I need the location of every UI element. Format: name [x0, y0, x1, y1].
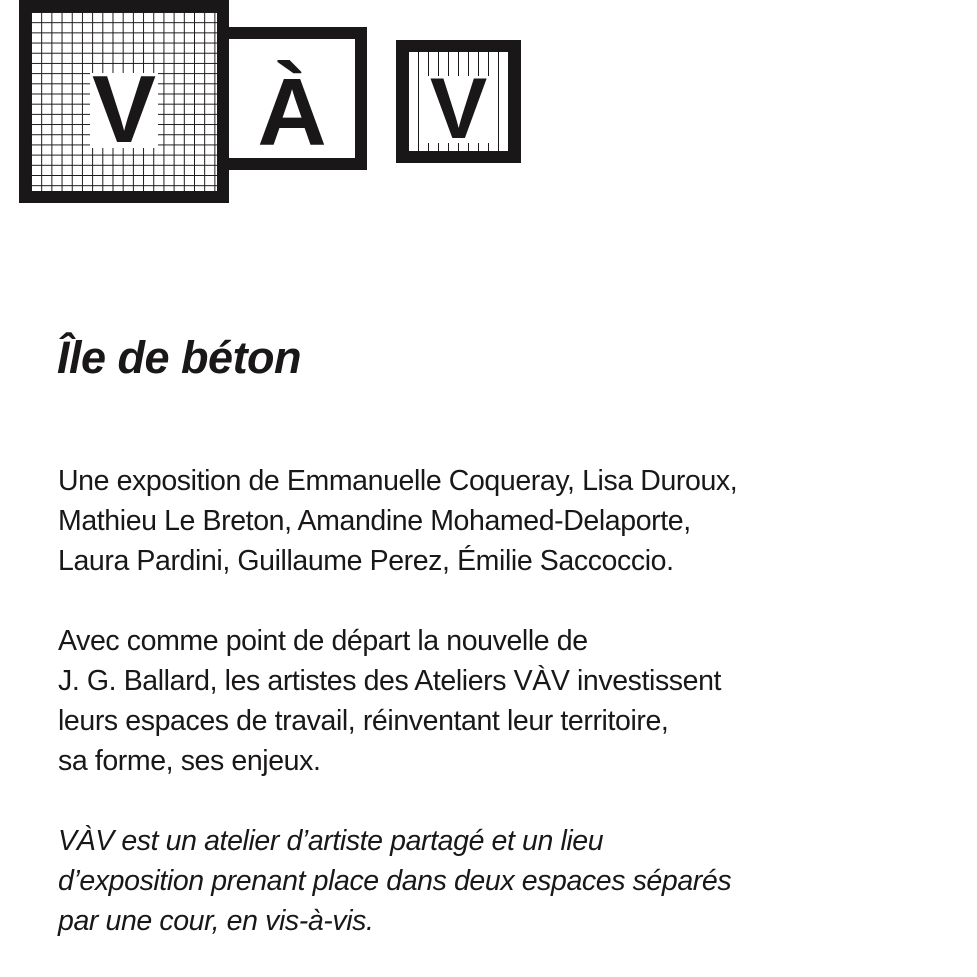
paragraph-line: d’exposition prenant place dans deux espaces séparés — [58, 865, 732, 897]
paragraph-line: sa forme, ses enjeux. — [58, 745, 321, 777]
about-vav-paragraph — [58, 821, 731, 941]
logo-letter-a-grave: À — [257, 59, 327, 166]
logo-box-lines — [396, 40, 521, 163]
logo-box-grid — [19, 0, 229, 203]
paragraph-line: Avec comme point de départ la nouvelle de — [58, 625, 588, 657]
artists-paragraph — [58, 461, 737, 581]
paragraph-line: J. G. Ballard, les artistes des Ateliers VÀV investissent — [58, 665, 722, 697]
logo-letter-v-right: V — [429, 61, 488, 157]
logo-letter-v-left: V — [91, 56, 157, 163]
paragraph-line: VÀV est un atelier d’artiste partagé et un lieu — [58, 825, 604, 857]
paragraph-line: Une exposition de Emmanuelle Coqueray, Lisa Duroux, — [58, 465, 738, 497]
paragraph-line: leurs espaces de travail, réinventant leur territoire, — [58, 705, 669, 737]
paragraph-line: Mathieu Le Breton, Amandine Mohamed-Delaporte, — [58, 505, 691, 537]
paragraph-line: Laura Pardini, Guillaume Perez, Émilie Saccoccio. — [58, 545, 674, 577]
logo-box-plain — [217, 27, 367, 170]
description-paragraph — [58, 621, 721, 781]
exhibition-title: Île de béton — [57, 332, 302, 383]
paragraph-line: par une cour, en vis-à-vis. — [58, 905, 374, 937]
